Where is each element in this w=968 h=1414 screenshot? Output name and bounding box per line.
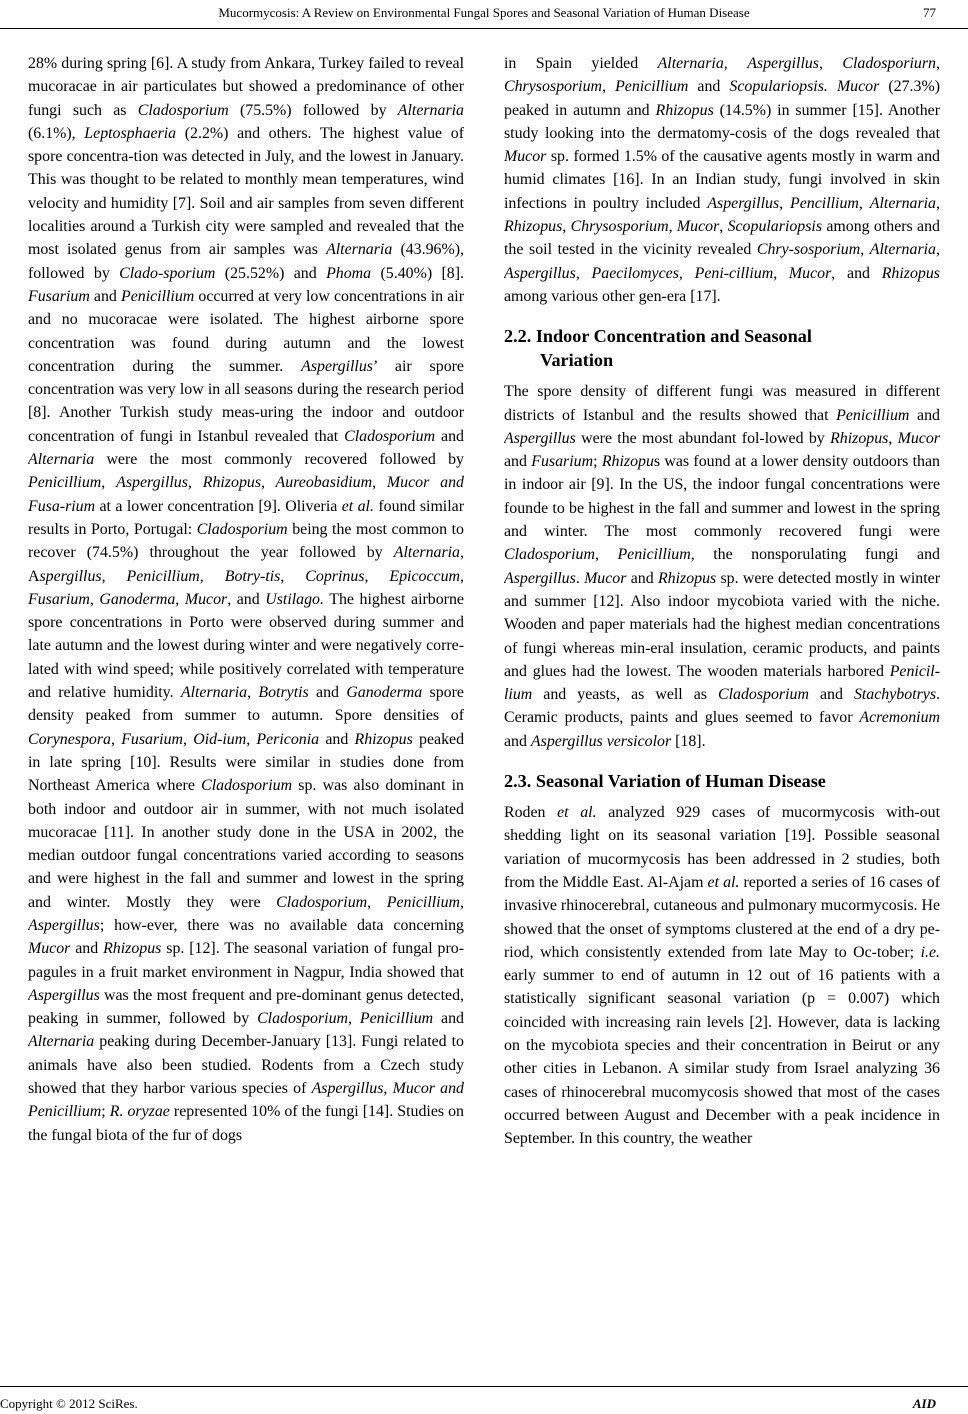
italic-term: Leptosphaeria <box>84 124 177 142</box>
italic-term: Chry-sosporium <box>756 241 861 259</box>
italic-term: Aspergillus <box>747 55 819 72</box>
italic-term: Aspergillus, Rhizopus, Aureobasidium <box>116 474 373 492</box>
italic-term: Mucor and Penicillium <box>28 1080 464 1121</box>
italic-term: Chrysosporium <box>570 218 669 236</box>
italic-term: Paecilomyces <box>591 264 679 282</box>
italic-term: Clado-sporium <box>119 264 216 282</box>
italic-term: Fusarium <box>28 287 90 305</box>
italic-term: Ganoderma <box>99 590 176 608</box>
italic-term: Alternaria <box>869 241 936 259</box>
italic-term: Ganoderma <box>346 684 423 702</box>
italic-term: Phoma <box>326 264 372 282</box>
italic-term: Oid-ium <box>193 730 247 748</box>
body-paragraph: Roden et al. analyzed 929 cases of mucormycosis with-out shedding light on its seasonal variation [19]. Possible seasonal variation of mucormycosis has been addressed in 2 studies, both from the Middle East. Al-Ajam et al. reported a series of 16 cases of invasive rhinocerebral, cutaneous and pulmonary mucormycosis. He showed that the onset of symptoms clustered at the end of a dry pe-riod, which consistently extended from late May to Oc-tober; i.e. early summer to end of autumn in 12 out of 16 patients with a statistically significant seasonal variation (p = 0.007) which coincided with increasing rain levels [2]. However, data is lacking on the mycobiota species and their concentration in Beirut or any other cities in Lebanon. A similar study from Israel analyzing 36 cases of rhinocerebral mucomycosis showed that most of the cases occurred between August and December with a peak incidence in September. In this country, the weather <box>504 804 940 1148</box>
italic-term: i.e. <box>920 943 940 961</box>
italic-term: Alternaria <box>180 684 248 702</box>
italic-term: Penicillium <box>126 567 200 585</box>
italic-term: Alternaria <box>397 101 464 119</box>
italic-term: Coprinus <box>305 567 365 585</box>
italic-term: Fusarium <box>28 590 90 608</box>
italic-term: Aspergillus <box>28 986 100 1004</box>
italic-term: Cladosporium <box>257 1010 349 1028</box>
italic-term: Penicillium <box>28 474 102 492</box>
italic-term: Mucor <box>836 78 880 96</box>
italic-term: Penicillium <box>121 287 195 305</box>
section-number: 2.3. <box>504 771 532 792</box>
italic-term: Aspergillus versicolor <box>530 732 672 750</box>
running-title: Mucormycosis: A Review on Environmental Fungal Spores and Seasonal Variation of Human Disease <box>218 5 750 20</box>
italic-term: Mucor and Fusa-rium <box>28 474 464 515</box>
italic-term: Aspergillus <box>504 569 576 587</box>
italic-term: Periconia <box>256 730 320 748</box>
italic-term: Cladosporium <box>717 686 809 704</box>
italic-term: Alternaria <box>393 544 461 562</box>
italic-term: Cladosporium <box>504 546 595 564</box>
italic-term: Rhizopus <box>830 429 889 447</box>
italic-term: Aspergillus <box>311 1080 384 1098</box>
italic-term: Aspergillus <box>504 264 576 282</box>
section-title: Seasonal Variation of Human Disease <box>535 771 826 792</box>
italic-term: Pencillium <box>790 194 859 212</box>
italic-term: Alternaria <box>657 55 724 72</box>
italic-term: Mucor <box>584 569 627 587</box>
italic-term: Rhizopu <box>601 453 654 471</box>
footer-rule <box>0 1386 968 1387</box>
italic-term: Fusarium <box>121 730 184 748</box>
italic-term: Chrysosporium <box>504 78 603 96</box>
italic-term: Alternaria <box>326 241 393 259</box>
body-paragraph: 28% during spring [6]. A study from Ankara, Turkey failed to reveal mucoracae in air particulates but showed a predominance of other fungi such as Cladosporium (75.5%) followed by Alternaria (6.1%), Leptosphaeria (2.2%) and others. The highest value of spore concentra-tion was detected in July, and the lowest in January. This was thought to be related to monthly mean temperatures, wind velocity and humidity [7]. Soil and air samples from seven different localities around a Turkish city were sampled and revealed that the most isolated genus from air samples was Alternaria (43.96%), followed by Clado-sporium (25.52%) and Phoma (5.40%) [8]. Fusarium and Penicillium occurred at very low concentrations in air and no mucoracae were isolated. The highest airborne spore concentration was found during autumn and the lowest concentration during the summer. Aspergillus’ air spore concentration was very low in all seasons during the research period [8]. Another Turkish study meas-uring the indoor and outdoor concentration of fungi in Istanbul revealed that Cladosporium and Alternaria were the most commonly recovered followed by Penicillium, Aspergillus, Rhizopus, Aureobasidium, Mucor and Fusa-rium at a lower concentration [9]. Oliveria et al. found similar results in Porto, Portugal: Cladosporium being the most common to recover (74.5%) throughout the year followed by Alternaria, Aspergillus, Penicillium, Botry-tis, Coprinus, Epicoccum, Fusarium, Ganoderma, Mucor, and Ustilago. The highest airborne spore concentrations in Porto were observed during summer and late autumn and the lowest during winter and were negatively corre-lated with wind speed; while positively correlated with temperature and relative humidity. Alternaria, Botrytis and Ganoderma spore density peaked from summer to autumn. Spore densities of Corynespora, Fusarium, Oid-ium, Periconia and Rhizopus peaked in late spring [10]. Results were similar in studies done from Northeast America where Cladosporium sp. was also dominant in both indoor and outdoor air in summer, with not much isolated mucoracae [11]. In another study done in the USA in 2002, the median outdoor fungal concentrations varied according to seasons and were highest in the fall and summer and lowest in the spring and winter. Mostly they were Cladosporium, Penicillium, Aspergillus; how-ever, there was no available data concerning Mucor and Rhizopus sp. [12]. The seasonal variation of fungal pro-pagules in a fruit market environment in Nagpur, India showed that Aspergillus was the most frequent and pre-dominant genus detected, peaking in summer, followed by Cladosporium, Penicillium and Alternaria peaking during December-January [13]. Fungi related to animals have also been studied. Rodents from a Czech study showed that they harbor various species of Aspergillus, Mucor and Penicillium; R. oryzae represented 10% of the fungi [14]. Studies on the fungal biota of the fur of dogs <box>28 55 464 1144</box>
italic-term: Penicillium <box>617 546 691 564</box>
italic-term: Rhizopus <box>103 940 162 958</box>
section-heading-2-3 <box>504 769 940 793</box>
italic-term: Cladosporium <box>137 101 229 119</box>
italic-term: Aspergillus <box>28 916 100 934</box>
body-paragraph: in Spain yielded Alternaria, Aspergillus, Cladosporiurn, Chrysosporium, Penicillium and Scopulariopsis. Mucor (27.3%) peaked in autumn and Rhizopus (14.5%) in summer [15]. Another study looking into the dermatomy-cosis of the dogs revealed that Mucor sp. formed 1.5% of the causative agents mostly in warm and humid climates [16]. In an Indian study, fungi involved in skin infections in poultry included Aspergillus, Pencillium, Alternaria, Rhizopus, Chrysosporium, Mucor, Scopulariopsis among others and the soil tested in the vicinity revealed Chry-sosporium, Alternaria, Aspergillus, Paecilomyces, Peni-cillium, Mucor, and Rhizopus among various other gen-era [17]. <box>504 55 940 305</box>
running-header <box>0 0 968 30</box>
italic-term: Peni-cillium <box>694 264 774 282</box>
italic-term: spergillus <box>39 567 102 585</box>
copyright-notice: Copyright © 2012 SciRes. <box>0 1396 138 1411</box>
italic-term: Alternaria <box>28 451 95 469</box>
italic-term: Acremonium <box>859 709 940 727</box>
section-number: 2.2. <box>504 326 532 347</box>
page-footer <box>0 1386 968 1414</box>
italic-term: R. oryzae <box>109 1103 170 1121</box>
italic-term: Mucor <box>676 218 720 236</box>
italic-term: Botrytis <box>258 684 309 702</box>
page-number: 77 <box>923 5 936 20</box>
italic-term: Mucor <box>897 429 940 447</box>
italic-term: Aspergillus <box>504 429 576 447</box>
section-title-continued: Variation <box>540 350 614 371</box>
journal-abbreviation: AID <box>912 1396 936 1411</box>
italic-term: Mucor <box>788 264 832 282</box>
italic-term: Cladosporium <box>196 520 288 538</box>
italic-term: Alternaria <box>28 1033 95 1051</box>
italic-term: Alternaria <box>869 194 937 212</box>
italic-term: Rhizopus <box>657 569 717 587</box>
italic-term: Mucor <box>28 940 71 958</box>
italic-term: Aspergillus <box>301 357 373 375</box>
body-paragraph: The spore density of different fungi was measured in different districts of Istanbul and the results showed that Penicillium and Aspergillus were the most abundant fol-lowed by Rhizopus, Mucor and Fusarium; Rhizopus was found at a lower density outdoors than in indoor air [9]. In the US, the indoor fungal concentrations were founde to be highest in the fall and summer and lowest in the spring and winter. The most commonly recovered fungi were Cladosporium, Penicillium, the nonsporulating fungi and Aspergillus. Mucor and Rhizopus sp. were detected mostly in winter and summer [12]. Also indoor mycobiota varied with the niche. Wooden and paper materials had the highest median concentrations of fungi whereas min-eral insulation, ceramic products, and paints and glues had the lowest. The wooden materials harbored Penicil-lium and yeasts, as well as Cladosporium and Stachybotrys. Ceramic products, paints and glues seemed to favor Acremonium and Aspergillus versicolor [18]. <box>504 383 940 750</box>
italic-term: Rhizopus <box>354 730 413 748</box>
italic-term: Rhizopus <box>881 264 940 282</box>
italic-term: Cladosporium <box>276 893 368 911</box>
italic-term: Rhizopus <box>655 101 714 119</box>
italic-term: Fusarium <box>531 453 594 471</box>
italic-term: Ustilago. <box>265 590 324 608</box>
section-title: Indoor Concentration and Seasonal <box>535 326 812 347</box>
italic-term: Stachybotrys <box>853 686 937 704</box>
section-heading-2-2 <box>504 324 940 372</box>
italic-term: Rhizopus <box>504 218 563 236</box>
italic-term: Penicillium <box>386 893 461 911</box>
italic-term: Mucor <box>184 590 228 608</box>
italic-term: Scopulariopsis. <box>729 78 828 96</box>
italic-term: Cladosporiurn <box>842 55 936 72</box>
italic-term: Cladosporium <box>201 777 293 795</box>
italic-term: Penicillium <box>836 406 910 424</box>
italic-term: Penicillium <box>615 78 689 96</box>
italic-term: Scopulariopsis <box>727 218 823 236</box>
italic-term: Penicil-lium <box>504 662 940 704</box>
left-column <box>28 52 464 1362</box>
right-column <box>504 52 940 1362</box>
italic-term: Cladosporium <box>344 427 436 445</box>
italic-term: Aspergillus <box>707 194 780 212</box>
italic-term: Botry-tis <box>224 567 281 585</box>
header-rule <box>0 28 968 29</box>
italic-term: et al. <box>707 873 740 891</box>
italic-term: Penicillium <box>359 1010 434 1028</box>
italic-term: et al. <box>557 804 597 822</box>
italic-term: Mucor <box>504 148 547 166</box>
italic-term: Epicoccum <box>389 567 460 585</box>
italic-term: Corynespora <box>28 730 111 748</box>
italic-term: et al. <box>341 497 374 515</box>
